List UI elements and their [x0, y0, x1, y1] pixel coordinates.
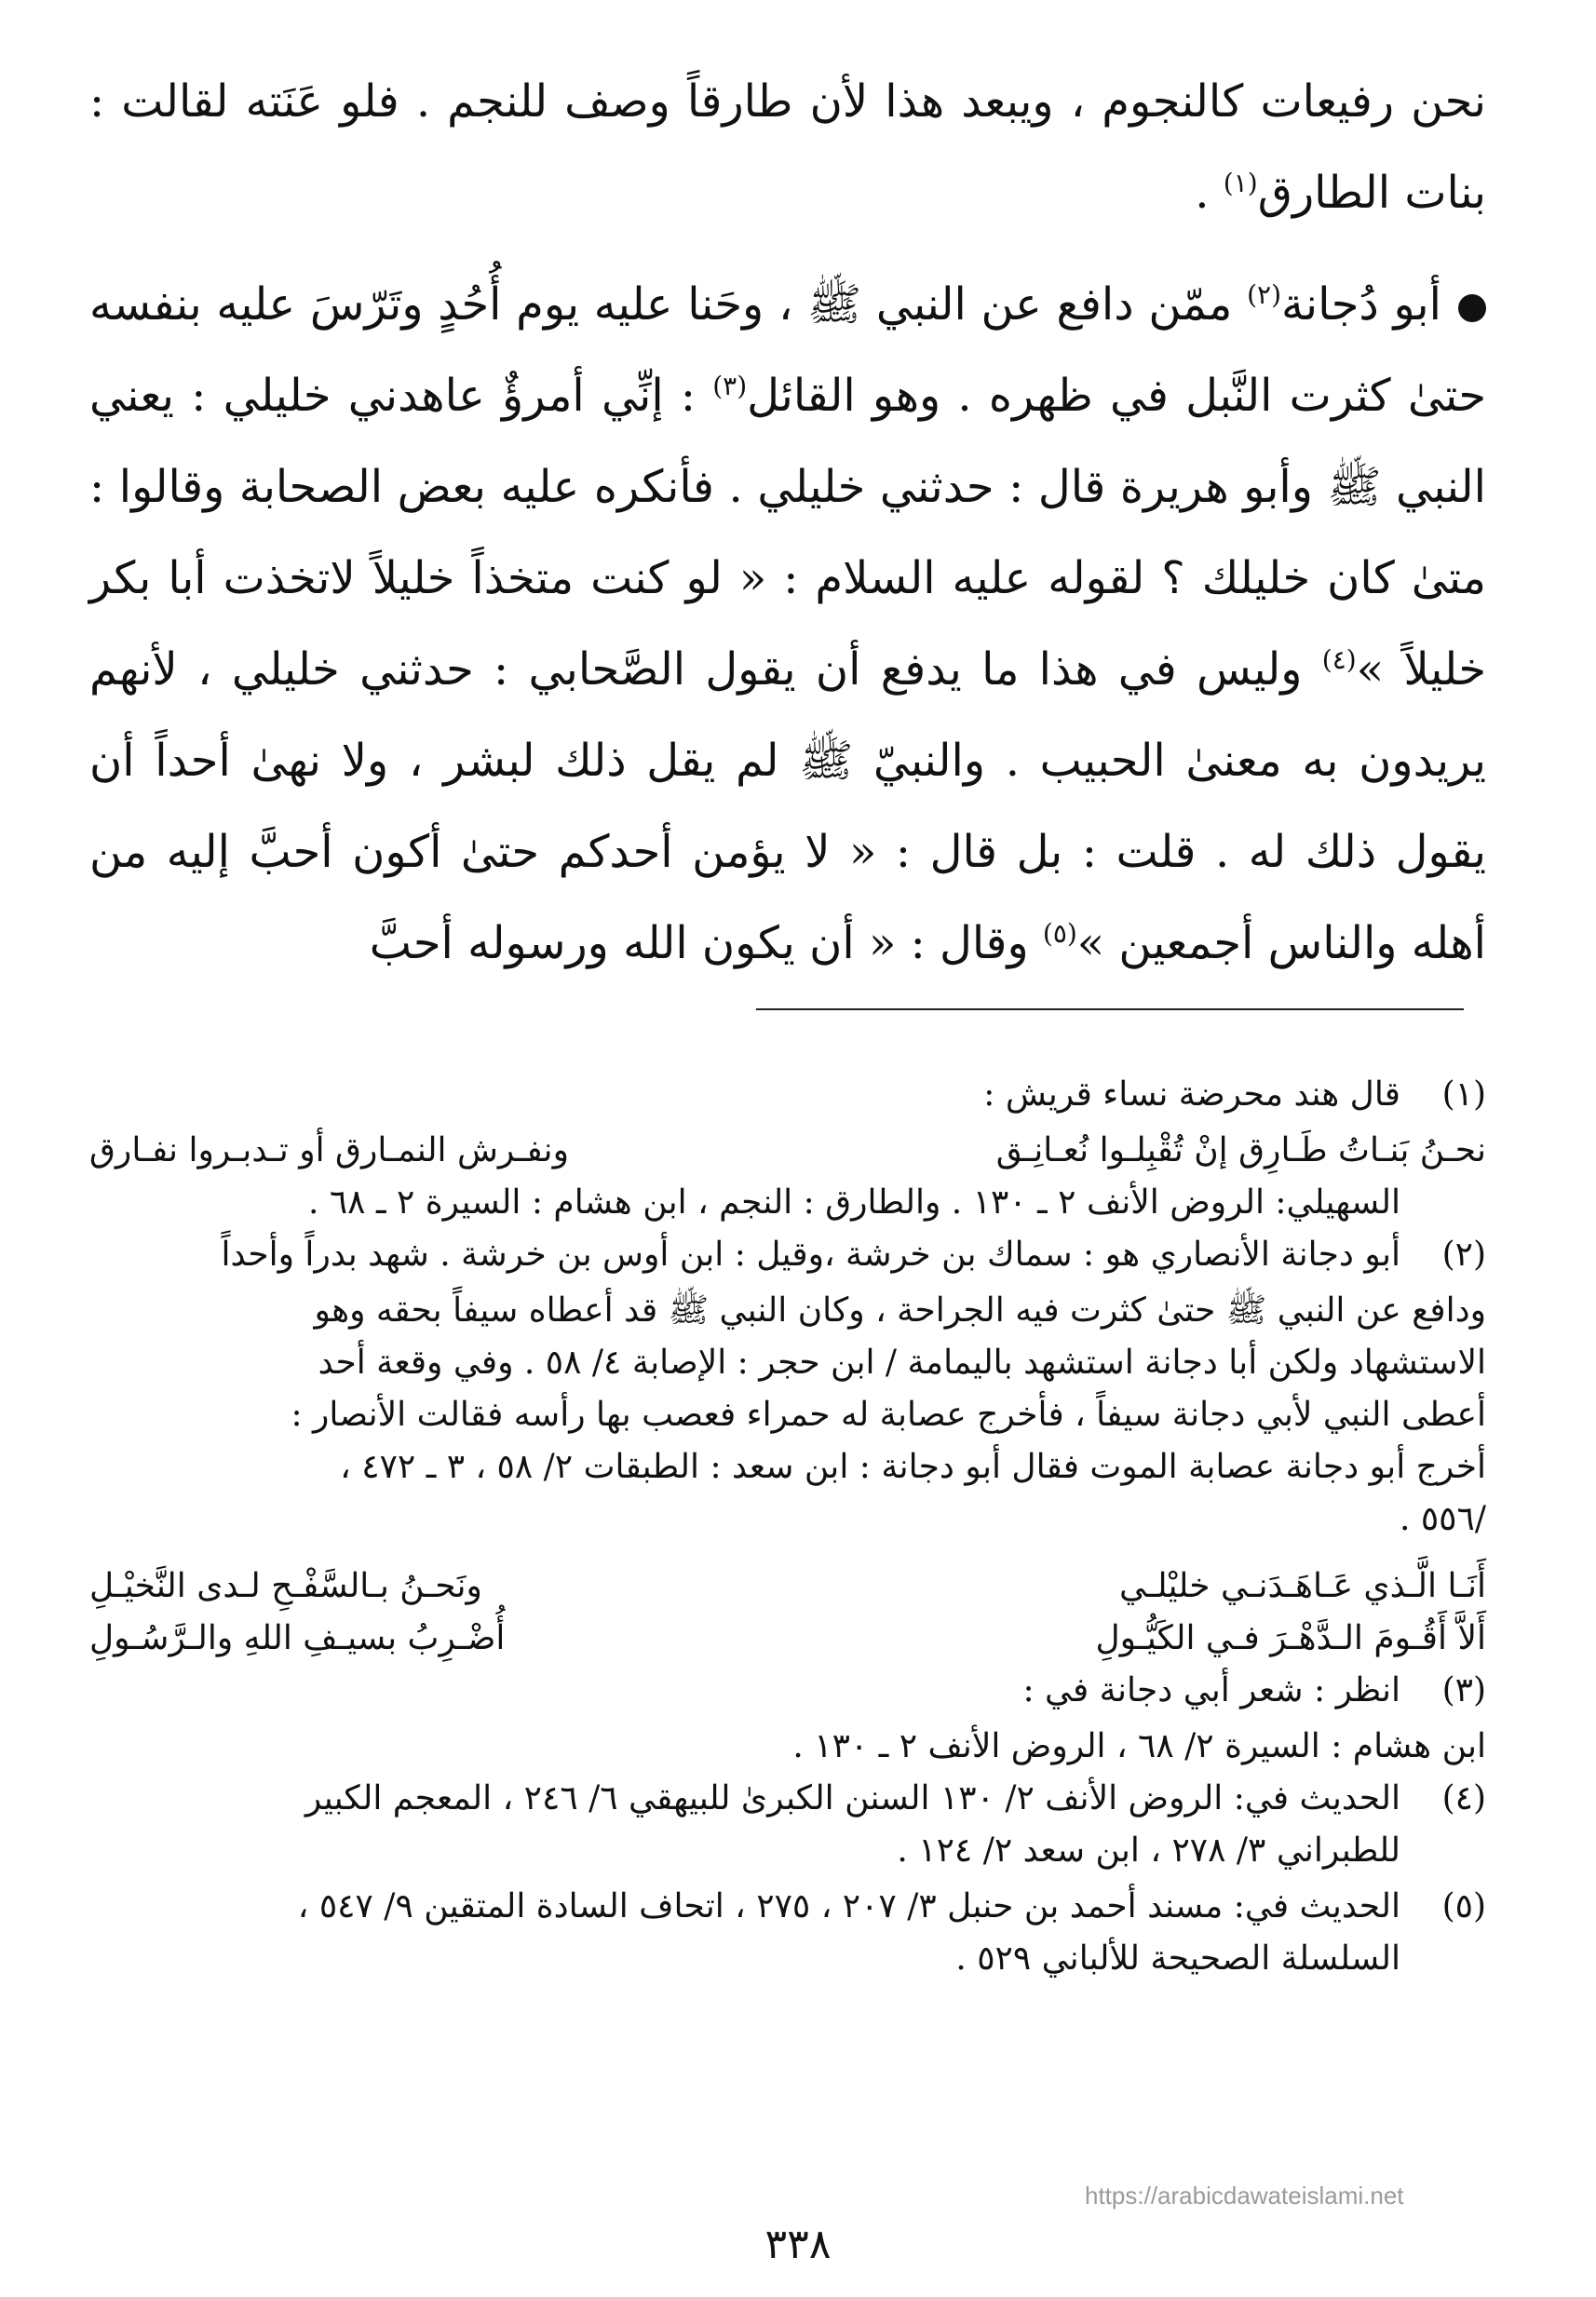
verse-hemistich: نحـنُ بَنـاتُ طَـارِق إنْ تُقْبِلـوا نُعـانِـق — [995, 1131, 1486, 1169]
text-line: نحن رفيعات كالنجوم ، ويبعد هذا لأن طارقاً وصف للنجم . فلو عَنَته — [245, 75, 1487, 128]
footnote-4 — [89, 1773, 1486, 1877]
paragraph-1 — [89, 56, 1486, 238]
footnote-1 — [89, 1069, 1486, 1121]
bullet-icon — [1458, 294, 1486, 322]
footnote-ref: (٥) — [1042, 918, 1077, 949]
verse-line — [89, 1561, 1486, 1613]
footnote-number: (٥) — [1441, 1887, 1486, 1925]
footnote-number: (٢) — [1441, 1236, 1486, 1274]
footnote-ref: (٣) — [712, 371, 748, 401]
footnote-ref: (٤) — [1321, 644, 1357, 675]
footnotes — [89, 1069, 1486, 1989]
footnote-line: /٥٥٦ . — [1399, 1500, 1486, 1538]
watermark-url: https://arabicdawateislami.net — [1085, 2182, 1404, 2209]
text-line: . — [1195, 167, 1224, 219]
text-line: بنفسه حتىٰ كثرت النَّبل في ظهره . وهو القائل — [89, 278, 1487, 422]
footnote-line: السهيلي: الروض الأنف ٢ ـ ١٣٠ . والطارق : النجم ، ابن هشام : السيرة ٢ ـ ٦٨ . — [307, 1183, 1400, 1222]
footnote-3 — [89, 1665, 1486, 1717]
footnote-2 — [89, 1229, 1486, 1281]
text-line: وقال : « أن يكون الله ورسوله أحبَّ — [369, 917, 1043, 969]
verse-hemistich: ونفـرش النمـارق أو تـدبـروا نفـارق — [89, 1131, 569, 1169]
footnote-line: ودافع عن النبي ﷺ حتىٰ كثرت فيه الجراحة ، وكان النبي ﷺ قد أعطاه سيفاً بحقه وهو — [314, 1291, 1486, 1330]
paragraph-2 — [89, 259, 1486, 989]
footnote-number: (١) — [1441, 1075, 1486, 1114]
verse-hemistich: أُضْـرِبُ بسيـفِ اللهِ والـرَّسُـولِ — [89, 1619, 506, 1657]
verse-line — [89, 1613, 1486, 1665]
text-line: ممّن دافع عن النبي ﷺ ، وحَنا عليه يوم أُحُدٍ وتَرّسَ عليه — [216, 278, 1248, 331]
text-line: يعني النبي ﷺ وأبو هريرة قال : حدثني خليلي . فأنكره عليه بعض الصحابة — [89, 370, 1486, 513]
footnote-number: (٤) — [1441, 1779, 1486, 1817]
footnote-line: قال هند محرضة نساء قريش : — [983, 1075, 1400, 1114]
verse-line — [89, 1125, 1486, 1177]
text-line: أحبَّ إليه من أهله والناس أجمعين » — [89, 826, 1486, 969]
footnote-number: (٣) — [1441, 1671, 1486, 1709]
text-line: ولا نهىٰ أحداً أن يقول ذلك له . قلت : بل قال : « لا يؤمن أحدكم حتىٰ أكون — [89, 735, 1486, 878]
footnote-5 — [89, 1881, 1486, 1985]
text-line: أبو دُجانة — [1281, 278, 1441, 331]
footnote-line: أخرج أبو دجانة عصابة الموت فقال أبو دجانة : ابن سعد : الطبقات ٢/ ٥٨ ، ٣ ـ ٤٧٢ ، — [340, 1448, 1486, 1486]
text-line: لقالت : بنات الطارق — [89, 75, 1486, 219]
footnote-separator — [756, 1008, 1464, 1010]
footnote-body — [89, 1665, 1400, 1717]
footnote-ref: (١) — [1223, 168, 1258, 198]
text-line: وقالوا : متىٰ كان خليلك ؟ لقوله عليه السلام : « لو كنت متخذاً خليلاً — [89, 461, 1487, 604]
footnote-line: الحديث في: مسند أحمد بن حنبل ٣/ ٢٠٧ ، ٢٧٥ ، اتحاف السادة المتقين ٩/ ٥٤٧ ، — [297, 1887, 1400, 1925]
footnote-body — [89, 1881, 1400, 1985]
verse-hemistich: أَلاَّ أَقُـومَ الـدَّهْـرَ فـي الكَيُّـولِ — [1095, 1619, 1486, 1657]
footnote-ref: (٢) — [1247, 279, 1282, 310]
footnote-body — [89, 1069, 1400, 1121]
footnote-line: ابن هشام : السيرة ٢/ ٦٨ ، الروض الأنف ٢ ـ ١٣٠ . — [792, 1727, 1486, 1765]
main-text — [89, 56, 1486, 989]
footnote-body — [89, 1229, 1400, 1281]
footnote-line: أبو دجانة الأنصاري هو : سماك بن خرشة ،وقيل : ابن أوس بن خرشة . شهد بدراً وأحداً — [221, 1236, 1400, 1274]
text-line: وليس في هذا ما يدفع أن يقول الصَّحابي : حدثني — [359, 643, 1322, 696]
text-line: لاتخذت أبا بكر خليلاً » — [89, 552, 1487, 696]
footnote-line: السلسلة الصحيحة للألباني ٥٢٩ . — [955, 1939, 1400, 1978]
footnote-line: الحديث في: الروض الأنف ٢/ ١٣٠ السنن الكبرىٰ للبيهقي ٦/ ٢٤٦ ، المعجم الكبير — [304, 1779, 1400, 1817]
footnote-body — [89, 1773, 1400, 1877]
text-line: خليلي ، لأنهم يريدون به معنىٰ الحبيب . والنبيّ ﷺ لم يقل ذلك لبشر ، — [89, 643, 1486, 787]
text-line: : إنِّي أمرؤٌ عاهدني خليلي : — [191, 370, 713, 422]
verse-hemistich: أَنَـا الَّـذي عَـاهَـدَنـي خليْلـي — [1119, 1567, 1486, 1605]
footnote-line: الاستشهاد ولكن أبا دجانة استشهد باليمامة / ابن حجر : الإصابة ٤/ ٥٨ . وفي وقعة أحد — [318, 1344, 1486, 1382]
footnote-line: أعطى النبي لأبي دجانة سيفاً ، فأخرج عصابة له حمراء فعصب بها رأسه فقالت الأنصار : — [291, 1396, 1486, 1434]
footnote-line: للطبراني ٣/ ٢٧٨ ، ابن سعد ٢/ ١٢٤ . — [897, 1831, 1400, 1870]
page-number: ٣٣٨ — [764, 2221, 832, 2268]
footnote-line: انظر : شعر أبي دجانة في : — [1022, 1671, 1400, 1709]
verse-hemistich: ونَحـنُ بـالسَّفْـحِ لـدى النَّخيْـلِ — [89, 1567, 482, 1605]
